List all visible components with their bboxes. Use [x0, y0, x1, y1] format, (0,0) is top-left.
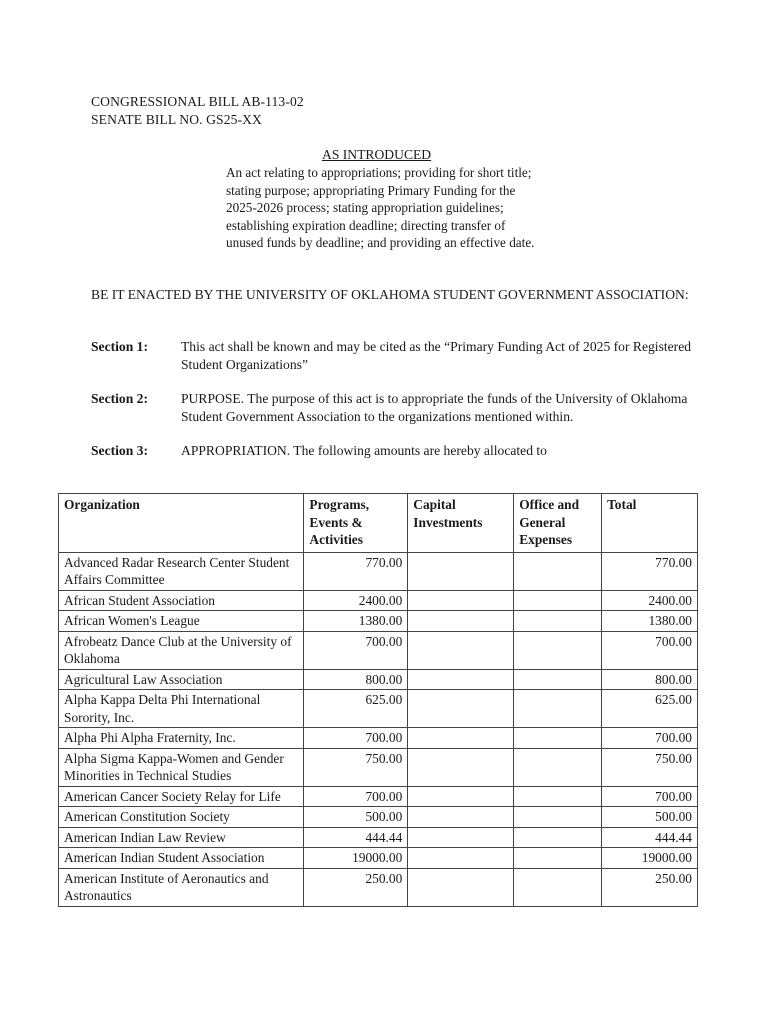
organization-cell: American Constitution Society — [59, 807, 304, 828]
table-row — [59, 786, 698, 807]
total-cell: 500.00 — [602, 807, 698, 828]
office-cell — [514, 590, 602, 611]
programs-cell: 2400.00 — [304, 590, 408, 611]
programs-cell: 625.00 — [304, 690, 408, 728]
organization-cell: African Student Association — [59, 590, 304, 611]
total-cell: 2400.00 — [602, 590, 698, 611]
column-header-total: Total — [602, 494, 698, 553]
programs-cell: 444.44 — [304, 827, 408, 848]
table-row — [59, 590, 698, 611]
bill-summary: An act relating to appropriations; providing for short title; stating purpose; appropriating Primary Funding for the 2025-2026 process; stating appropriation guidelines; establishing expiration deadline; directing transfer of unused funds by deadline; and providing an effective date. — [226, 165, 535, 251]
organization-cell: Alpha Kappa Delta Phi International Sorority, Inc. — [59, 690, 304, 728]
capital-cell — [408, 552, 514, 590]
capital-cell — [408, 690, 514, 728]
capital-cell — [408, 590, 514, 611]
section-label: Section 3: — [91, 443, 149, 458]
table-row — [59, 848, 698, 869]
bill-status: AS INTRODUCED — [322, 147, 432, 162]
programs-cell: 700.00 — [304, 728, 408, 749]
column-header-office: Office and General Expenses — [514, 494, 602, 553]
appropriation-table — [58, 493, 698, 907]
total-cell: 750.00 — [602, 748, 698, 786]
senate-bill-number: SENATE BILL NO. GS25-XX — [91, 112, 262, 127]
table-row — [59, 611, 698, 632]
organization-cell: American Cancer Society Relay for Life — [59, 786, 304, 807]
total-cell: 800.00 — [602, 669, 698, 690]
programs-cell: 250.00 — [304, 868, 408, 906]
programs-cell: 19000.00 — [304, 848, 408, 869]
programs-cell: 750.00 — [304, 748, 408, 786]
congressional-bill-number: CONGRESSIONAL BILL AB-113-02 — [91, 94, 304, 109]
column-header-programs: Programs, Events & Activities — [304, 494, 408, 553]
capital-cell — [408, 786, 514, 807]
total-cell: 700.00 — [602, 728, 698, 749]
total-cell: 19000.00 — [602, 848, 698, 869]
office-cell — [514, 631, 602, 669]
capital-cell — [408, 611, 514, 632]
table-row — [59, 690, 698, 728]
total-cell: 625.00 — [602, 690, 698, 728]
table-row — [59, 827, 698, 848]
organization-cell: American Institute of Aeronautics and Astronautics — [59, 868, 304, 906]
total-cell: 700.00 — [602, 631, 698, 669]
organization-cell: Alpha Sigma Kappa-Women and Gender Minorities in Technical Studies — [59, 748, 304, 786]
office-cell — [514, 669, 602, 690]
organization-cell: Afrobeatz Dance Club at the University of Oklahoma — [59, 631, 304, 669]
office-cell — [514, 690, 602, 728]
programs-cell: 700.00 — [304, 631, 408, 669]
capital-cell — [408, 827, 514, 848]
programs-cell: 700.00 — [304, 786, 408, 807]
organization-cell: American Indian Student Association — [59, 848, 304, 869]
table-row — [59, 631, 698, 669]
section-text: PURPOSE. The purpose of this act is to appropriate the funds of the University of Oklahoma Student Government Association to the organizations mentioned within. — [181, 391, 688, 424]
total-cell: 444.44 — [602, 827, 698, 848]
capital-cell — [408, 728, 514, 749]
capital-cell — [408, 748, 514, 786]
table-row — [59, 552, 698, 590]
table-row — [59, 728, 698, 749]
office-cell — [514, 611, 602, 632]
table-row — [59, 868, 698, 906]
table-row — [59, 807, 698, 828]
office-cell — [514, 552, 602, 590]
total-cell: 770.00 — [602, 552, 698, 590]
programs-cell: 1380.00 — [304, 611, 408, 632]
organization-cell: Agricultural Law Association — [59, 669, 304, 690]
organization-cell: Advanced Radar Research Center Student Affairs Committee — [59, 552, 304, 590]
column-header-organization: Organization — [59, 494, 304, 553]
table-header-row — [59, 494, 698, 553]
total-cell: 700.00 — [602, 786, 698, 807]
capital-cell — [408, 848, 514, 869]
programs-cell: 770.00 — [304, 552, 408, 590]
section-label: Section 2: — [91, 391, 149, 406]
office-cell — [514, 748, 602, 786]
capital-cell — [408, 807, 514, 828]
office-cell — [514, 868, 602, 906]
table-row — [59, 669, 698, 690]
section-label: Section 1: — [91, 339, 149, 354]
capital-cell — [408, 868, 514, 906]
office-cell — [514, 827, 602, 848]
section-text: APPROPRIATION. The following amounts are hereby allocated to — [181, 443, 547, 458]
table-row — [59, 748, 698, 786]
programs-cell: 800.00 — [304, 669, 408, 690]
office-cell — [514, 786, 602, 807]
capital-cell — [408, 669, 514, 690]
office-cell — [514, 728, 602, 749]
section-text: This act shall be known and may be cited as the “Primary Funding Act of 2025 for Registered Student Organizations” — [181, 339, 692, 372]
enacting-clause: BE IT ENACTED BY THE UNIVERSITY OF OKLAHOMA STUDENT GOVERNMENT ASSOCIATION: — [91, 287, 689, 302]
programs-cell: 500.00 — [304, 807, 408, 828]
bill-heading — [91, 93, 304, 129]
organization-cell: African Women's League — [59, 611, 304, 632]
organization-cell: Alpha Phi Alpha Fraternity, Inc. — [59, 728, 304, 749]
total-cell: 1380.00 — [602, 611, 698, 632]
office-cell — [514, 848, 602, 869]
capital-cell — [408, 631, 514, 669]
office-cell — [514, 807, 602, 828]
organization-cell: American Indian Law Review — [59, 827, 304, 848]
total-cell: 250.00 — [602, 868, 698, 906]
column-header-capital: Capital Investments — [408, 494, 514, 553]
